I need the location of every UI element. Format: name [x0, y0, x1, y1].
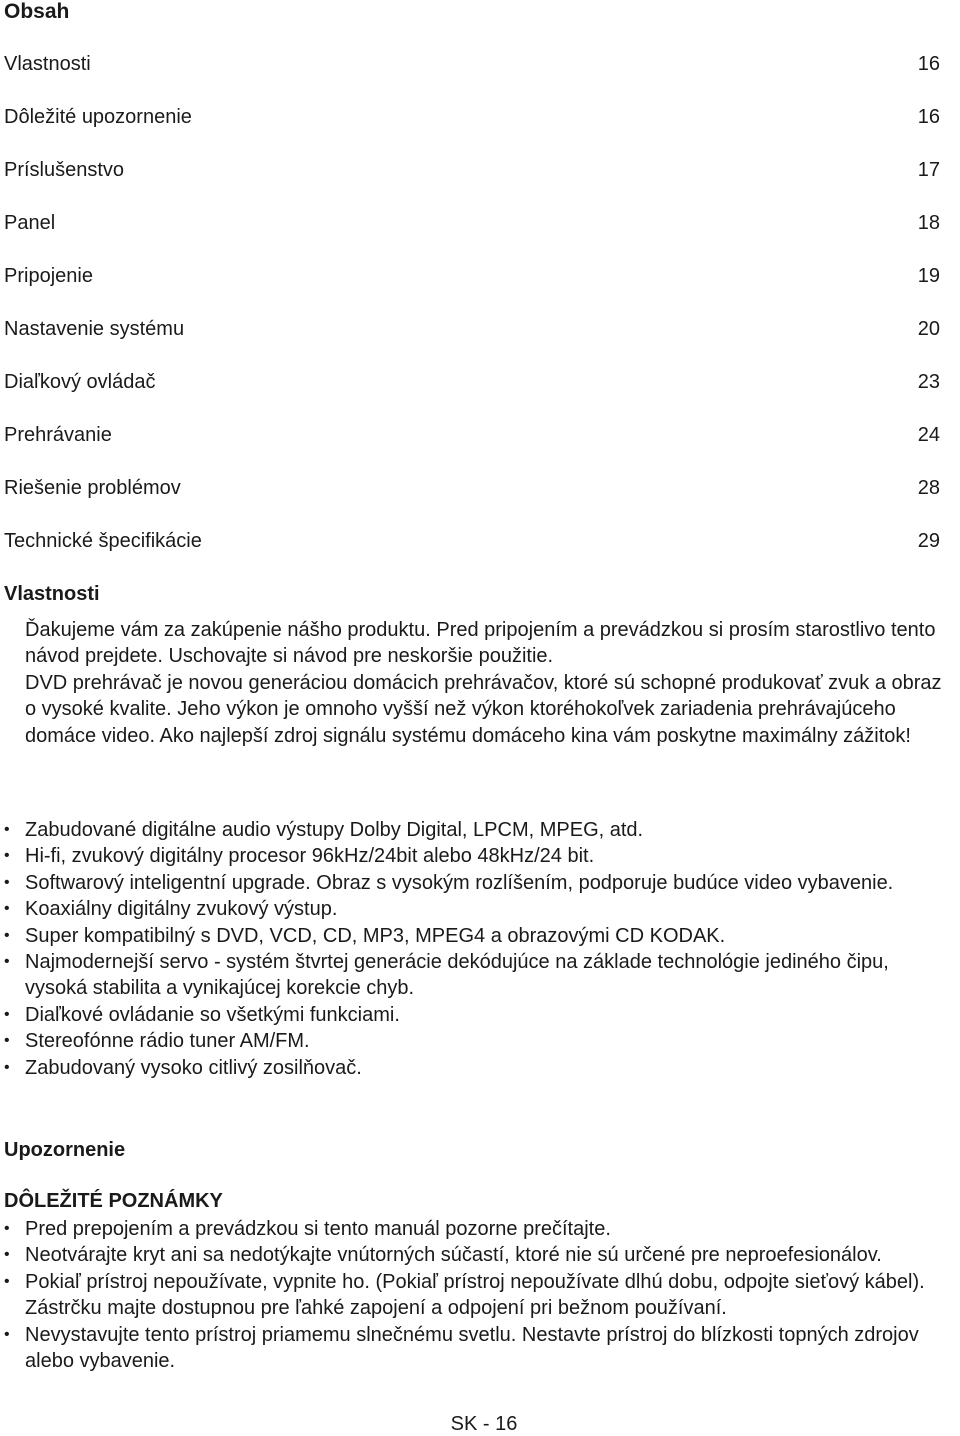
feature-item: • Zabudovaný vysoko citlivý zosilňovač. [4, 1055, 954, 1081]
toc-entry [4, 103, 940, 156]
page-footer [0, 1412, 960, 1436]
features-intro [25, 617, 945, 749]
feature-item: • Koaxiálny digitálny zvukový výstup. [4, 896, 954, 922]
toc-entry [4, 50, 940, 103]
feature-item: • Najmodernejší servo - systém štvrtej generácie dekódujúce na základe technológie jediného čipu, vysoká stabilita a vynikajúcej korekcie chyb. [4, 949, 954, 1002]
important-notes-heading: DÔLEŽITÉ POZNÁMKY [4, 1190, 223, 1212]
warning-item: • Pokiaľ prístroj nepoužívate, vypnite ho. (Pokiaľ prístroj nepoužívate dlhú dobu, odpojte sieťový kábel). Zástrčku majte dostupnou pre ľahké zapojení a odpojení pri bežnom používaní. [4, 1269, 954, 1322]
feature-item: • Hi-fi, zvukový digitálny procesor 96kHz/24bit alebo 48kHz/24 bit. [4, 843, 954, 869]
page-title: Obsah [4, 0, 70, 23]
table-of-contents [4, 50, 940, 580]
toc-entry [4, 315, 940, 368]
toc-entry-page: 18 [917, 212, 940, 234]
toc-entry [4, 368, 940, 421]
toc-entry-page: 17 [917, 159, 940, 181]
toc-entry-label: Technické špecifikácie [4, 530, 202, 552]
warning-item: • Pred prepojením a prevádzkou si tento manuál pozorne prečítajte. [4, 1216, 954, 1242]
toc-entry-label: Panel [4, 212, 56, 234]
toc-entry-page: 16 [917, 106, 940, 128]
toc-entry-page: 16 [917, 53, 940, 75]
toc-entry-label: Pripojenie [4, 265, 93, 287]
toc-entry-page: 29 [917, 530, 940, 552]
toc-entry-label: Príslušenstvo [4, 159, 125, 181]
features-heading: Vlastnosti [4, 583, 100, 605]
feature-item: • Stereofónne rádio tuner AM/FM. [4, 1028, 954, 1054]
intro-paragraph: Ďakujeme vám za zakúpenie nášho produktu. Pred pripojením a prevádzkou si prosím starostlivo tento návod prejdete. Uschovajte si návod pre neskoršie použitie. [25, 619, 936, 668]
toc-entry [4, 209, 940, 262]
toc-entry [4, 262, 940, 315]
features-list [4, 817, 954, 1081]
toc-entry-label: Dôležité upozornenie [4, 106, 192, 128]
toc-entry [4, 156, 940, 209]
feature-item: • Softwarový inteligentní upgrade. Obraz s vysokým rozlíšením, podporuje budúce video vybavenie. [4, 870, 954, 896]
toc-entry-page: 24 [917, 424, 940, 446]
page-number: SK - 16 [450, 1413, 518, 1435]
toc-entry-label: Diaľkový ovládač [4, 371, 156, 393]
warning-heading: Upozornenie [4, 1139, 126, 1161]
warning-list [4, 1216, 954, 1374]
toc-entry [4, 527, 940, 580]
feature-item: • Diaľkové ovládanie so všetkými funkciami. [4, 1002, 954, 1028]
toc-entry [4, 474, 940, 527]
toc-entry-page: 20 [917, 318, 940, 340]
toc-entry-label: Nastavenie systému [4, 318, 185, 340]
toc-entry-page: 28 [917, 477, 940, 499]
feature-item: • Zabudované digitálne audio výstupy Dolby Digital, LPCM, MPEG, atd. [4, 817, 954, 843]
toc-entry-page: 23 [917, 371, 940, 393]
toc-entry-label: Riešenie problémov [4, 477, 181, 499]
toc-entry [4, 421, 940, 474]
intro-paragraph: DVD prehrávač je novou generáciou domácich prehrávačov, ktoré sú schopné produkovať zvuk a obraz o vysoké kvalite. Jeho výkon je omnoho vyšší než výkon ktoréhokoľvek zariadenia prehrávajúceho domáce video. Ako najlepší zdroj signálu systému domáceho kina vám poskytne maximálny zážitok! [25, 671, 942, 747]
warning-item: • Nevystavujte tento prístroj priamemu slnečnému svetlu. Nestavte prístroj do blízkosti topných zdrojov alebo vybavenie. [4, 1322, 954, 1375]
feature-item: • Super kompatibilný s DVD, VCD, CD, MP3, MPEG4 a obrazovými CD KODAK. [4, 923, 954, 949]
warning-item: • Neotvárajte kryt ani sa nedotýkajte vnútorných súčastí, ktoré nie sú určené pre neproefesionálov. [4, 1242, 954, 1268]
toc-entry-page: 19 [917, 265, 940, 287]
toc-entry-label: Prehrávanie [4, 424, 112, 446]
toc-entry-label: Vlastnosti [4, 53, 91, 75]
